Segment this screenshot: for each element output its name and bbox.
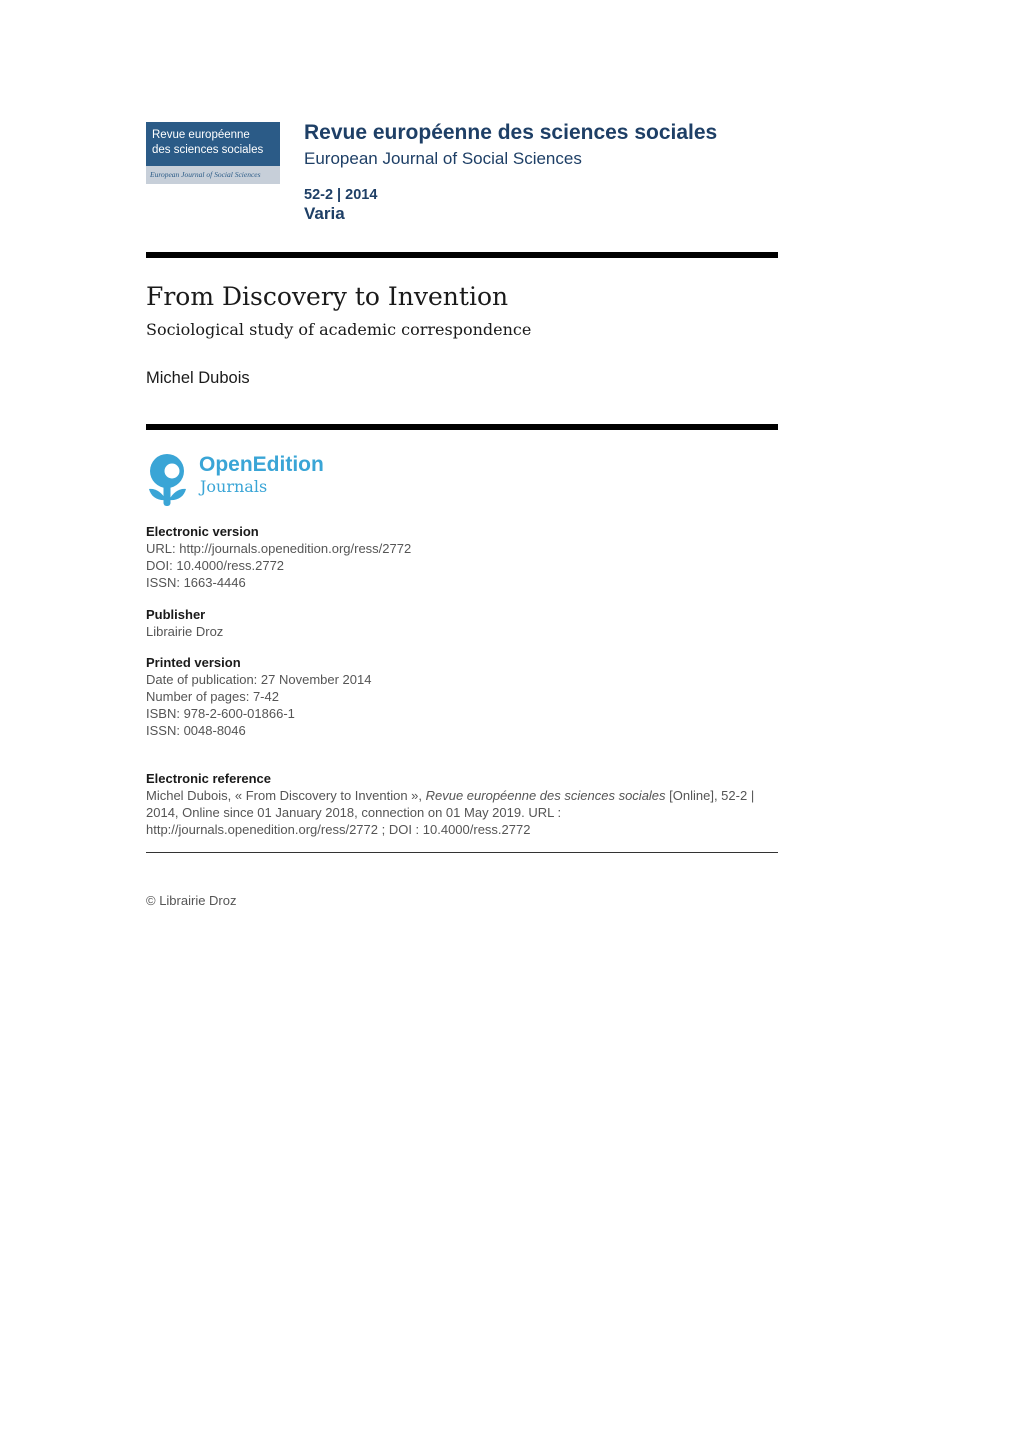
electronic-version-block — [146, 523, 411, 591]
journal-subtitle: European Journal of Social Sciences — [304, 149, 582, 168]
publication-date: Date of publication: 27 November 2014 — [146, 672, 372, 687]
citation-journal-title: Revue européenne des sciences sociales — [425, 788, 666, 803]
journal-cover-logo — [146, 122, 280, 184]
cover-logo-line-1: Revue européenne — [152, 129, 250, 141]
article-subtitle: Sociological study of academic correspondence — [146, 320, 532, 339]
top-divider — [146, 252, 778, 258]
electronic-version-heading: Electronic version — [146, 524, 259, 539]
print-issn: ISSN: 0048-8046 — [146, 723, 246, 738]
bottom-divider — [146, 424, 778, 430]
journal-title: Revue européenne des sciences sociales — [304, 121, 718, 144]
citation-part-1: Michel Dubois, « From Discovery to Invention », — [146, 788, 426, 803]
isbn: ISBN: 978-2-600-01866-1 — [146, 706, 295, 721]
publisher-name: Librairie Droz — [146, 624, 224, 639]
electronic-version-issn: ISSN: 1663-4446 — [146, 575, 246, 590]
electronic-version-doi[interactable]: DOI: 10.4000/ress.2772 — [146, 558, 285, 573]
article-author: Michel Dubois — [146, 369, 250, 387]
citation-part-2: [Online], 52-2 | 2014, Online since 01 January 2018, connection on 01 May 2019. URL : http://journals.openedition.org/ress/2772 ; DOI : 10.4000/ress.2772 — [146, 788, 755, 837]
footer-divider — [146, 852, 778, 853]
electronic-reference-heading: Electronic reference — [146, 771, 272, 786]
article-title: From Discovery to Invention — [146, 282, 509, 311]
openedition-journals-logo — [146, 452, 346, 508]
electronic-version-url[interactable]: URL: http://journals.openedition.org/ress/2772 — [146, 541, 412, 556]
page-count: Number of pages: 7-42 — [146, 689, 279, 704]
issue-section: Varia — [304, 204, 345, 223]
copyright-notice: © Librairie Droz — [146, 893, 237, 908]
cover-logo-band — [146, 166, 280, 184]
openedition-wordmark: OpenEdition — [199, 453, 324, 476]
journals-wordmark: Journals — [200, 477, 268, 496]
printed-version-heading: Printed version — [146, 655, 241, 670]
publisher-block — [146, 606, 223, 640]
cover-logo-line-2: des sciences sociales — [152, 144, 264, 156]
publisher-heading: Publisher — [146, 607, 206, 622]
cover-logo-band-text: European Journal of Social Sciences — [150, 170, 261, 179]
citation-text — [146, 787, 778, 838]
printed-version-block — [146, 654, 371, 739]
electronic-reference-block — [146, 770, 778, 838]
issue-number: 52-2 | 2014 — [304, 187, 378, 203]
openedition-flower-icon — [146, 452, 196, 508]
